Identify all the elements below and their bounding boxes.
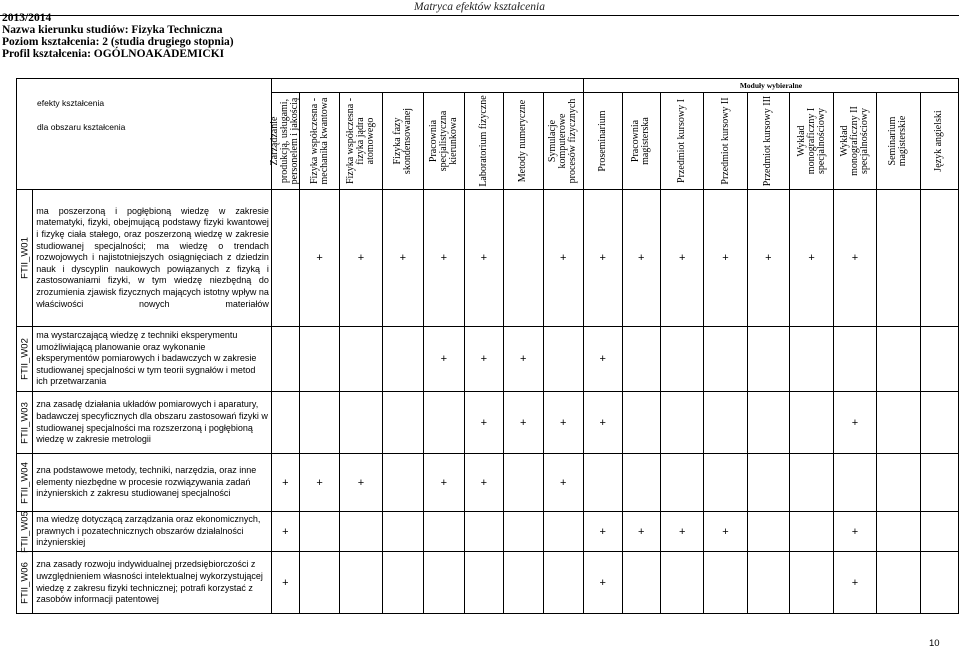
- matrix-cell: [920, 552, 958, 614]
- column-header-label: Wykład monograficzny I specjalnościowy: [795, 107, 827, 175]
- column-header: [543, 93, 583, 190]
- matrix-cell: +: [661, 512, 704, 552]
- matrix-cell: [790, 392, 834, 454]
- effect-description: zna podstawowe metody, techniki, narzędzia, oraz inne elementy niezbędne w procesie rozwiązywania zadań inżynierskich z zakresu studiowanej specjalności: [33, 454, 272, 512]
- corner-cell: [17, 79, 272, 190]
- matrix-cell: [622, 392, 661, 454]
- matrix-cell: [299, 512, 339, 552]
- column-header-label: Fizyka współczesna - fizyka jądra atomowego: [345, 97, 376, 185]
- column-header: [876, 93, 920, 190]
- column-header: [704, 93, 747, 190]
- column-header-label: Metody numeryczne: [517, 99, 529, 183]
- matrix-cell: +: [299, 454, 339, 512]
- matrix-cell: [747, 552, 789, 614]
- matrix-cell: [876, 392, 920, 454]
- effect-id: FTII_W06: [19, 561, 31, 604]
- matrix-cell: +: [271, 552, 299, 614]
- matrix-cell: +: [271, 454, 299, 512]
- table-row: [17, 327, 959, 392]
- matrix-cell: [876, 552, 920, 614]
- matrix-cell: +: [790, 190, 834, 327]
- column-header: [299, 93, 339, 190]
- matrix-cell: [504, 512, 543, 552]
- matrix-cell: [382, 454, 423, 512]
- matrix-cell: [920, 454, 958, 512]
- matrix-cell: [790, 552, 834, 614]
- matrix-cell: [382, 327, 423, 392]
- matrix-cell: +: [834, 392, 876, 454]
- modules-blank-cell: [271, 79, 583, 93]
- matrix-cell: +: [464, 392, 503, 454]
- effect-id-cell: [17, 327, 33, 392]
- matrix-cell: +: [340, 190, 382, 327]
- matrix-cell: [622, 552, 661, 614]
- matrix-cell: +: [583, 512, 622, 552]
- column-header-label: Przedmiot kursowy I: [676, 99, 688, 183]
- matrix-cell: [504, 552, 543, 614]
- matrix-cell: [834, 327, 876, 392]
- column-header-label: Przedmiot kursowy III: [762, 95, 774, 187]
- modules-header-row: [17, 79, 959, 93]
- effect-description: ma wystarczającą wiedzę z techniki eksperymentu umożliwiającą planowanie oraz wykonanie eksperymentów pomiarowych i badawczych w zakresie studiowanej specjalności w tym teorii sygnałów i metod ich przetwarzania: [33, 327, 272, 392]
- column-header: [790, 93, 834, 190]
- column-header: [382, 93, 423, 190]
- effect-id-cell: [17, 190, 33, 327]
- table-row: [17, 454, 959, 512]
- matrix-cell: [876, 327, 920, 392]
- table-row: [17, 552, 959, 614]
- matrix-cell: [382, 512, 423, 552]
- matrix-cell: +: [704, 190, 747, 327]
- matrix-cell: [747, 512, 789, 552]
- matrix-cell: +: [424, 327, 464, 392]
- column-header-label: Symulacje komputerowe procesów fizycznych: [547, 98, 579, 184]
- matrix-cell: +: [543, 454, 583, 512]
- area-label: dla obszaru kształcenia: [37, 122, 126, 132]
- matrix-cell: +: [504, 392, 543, 454]
- matrix-cell: +: [583, 327, 622, 392]
- matrix-cell: [920, 392, 958, 454]
- column-header: [583, 93, 622, 190]
- column-header-label: Pracownia magisterska: [630, 117, 652, 165]
- matrix-cell: +: [271, 512, 299, 552]
- matrix-cell: [790, 512, 834, 552]
- effect-id-cell: [17, 392, 33, 454]
- effect-id: FTII_W05: [19, 510, 31, 553]
- column-header-label: Fizyka fazy skondensowanej: [391, 107, 413, 175]
- column-header: [340, 93, 382, 190]
- matrix-cell: +: [424, 190, 464, 327]
- document-title: Matryca efektów kształcenia: [414, 1, 545, 13]
- effect-description: ma poszerzoną i pogłębioną wiedzę w zakresie matematyki, fizyki, obejmującą podstawy fizyki kwantowej i fizykę ciała stałego, oraz poszerzoną wiedzę w zakresie studiowanej specjalności; ma wiedzę o trendach rozwojowych i najistotniejszych osiągnięciach z dziedzin nauk i dyscyplin naukowych powiązanych z fizyką i zastosowaniami fizyki, w tym wiedzę niezbędną do zrozumienia zjawisk fizycznych mających istotny wpływ na właściwości nowych materiałów: [33, 190, 272, 327]
- matrix-cell: [271, 392, 299, 454]
- matrix-cell: [299, 327, 339, 392]
- matrix-cell: +: [583, 190, 622, 327]
- matrix-cell: [920, 190, 958, 327]
- effect-id-cell: [17, 552, 33, 614]
- matrix-cell: [834, 454, 876, 512]
- matrix-cell: +: [661, 190, 704, 327]
- matrix-cell: [790, 454, 834, 512]
- matrix-cell: [271, 327, 299, 392]
- matrix-cell: [424, 392, 464, 454]
- column-header-label: Proseminarium: [596, 110, 608, 172]
- column-header: [424, 93, 464, 190]
- matrix-cell: [340, 552, 382, 614]
- matrix-cell: [299, 392, 339, 454]
- column-header: [464, 93, 503, 190]
- matrix-cell: [583, 454, 622, 512]
- matrix-cell: [747, 454, 789, 512]
- effect-description: zna zasadę działania układów pomiarowych i aparatury, badawczej specyficznych dla obszaru zastosowań fizyki w studiowanej specjalności ma rozszerzoną i pogłębioną wiedzę w zakresie metrologii: [33, 392, 272, 454]
- effect-id: FTII_W03: [19, 401, 31, 444]
- matrix-cell: [661, 552, 704, 614]
- matrix-cell: +: [834, 190, 876, 327]
- matrix-cell: [424, 512, 464, 552]
- study-profile: Profil kształcenia: OGÓLNOAKADEMICKI: [2, 48, 225, 60]
- matrix-cell: [622, 454, 661, 512]
- matrix-cell: [876, 512, 920, 552]
- academic-year: 2013/2014: [2, 12, 52, 24]
- matrix-cell: [920, 327, 958, 392]
- column-header: [504, 93, 543, 190]
- matrix-cell: [704, 552, 747, 614]
- matrix-cell: [543, 552, 583, 614]
- column-header-label: Fizyka współczesna - mechanika kwantowa: [308, 97, 330, 185]
- matrix-cell: [661, 392, 704, 454]
- effect-id: FTII_W01: [19, 237, 31, 279]
- matrix-cell: +: [340, 454, 382, 512]
- effect-description: ma wiedzę dotyczącą zarządzania oraz ekonomicznych, prawnych i pozatechnicznych obszarów działalności inżynierskiej: [33, 512, 272, 552]
- matrix-cell: [340, 327, 382, 392]
- effect-id: FTII_W04: [19, 461, 31, 504]
- column-header: [271, 93, 299, 190]
- matrix-cell: [504, 190, 543, 327]
- matrix-cell: [747, 327, 789, 392]
- matrix-cell: [382, 392, 423, 454]
- matrix-cell: +: [382, 190, 423, 327]
- page-number: 10: [929, 638, 940, 649]
- matrix-cell: [382, 552, 423, 614]
- matrix-cell: [271, 190, 299, 327]
- matrix-cell: [876, 190, 920, 327]
- column-header: [747, 93, 789, 190]
- matrix-cell: [543, 512, 583, 552]
- column-header-label: Seminarium magisterskie: [887, 115, 909, 167]
- matrix-cell: [876, 454, 920, 512]
- column-header-label: Laboratorium fizyczne: [477, 95, 489, 187]
- matrix-cell: [543, 327, 583, 392]
- matrix-cell: [661, 327, 704, 392]
- effect-id: FTII_W02: [19, 338, 31, 380]
- matrix-cell: +: [299, 190, 339, 327]
- matrix-cell: [464, 512, 503, 552]
- matrix-cell: [790, 327, 834, 392]
- column-header-label: Wykład monograficzny II specjalnościowy: [838, 106, 870, 176]
- table-row: [17, 512, 959, 552]
- matrix-cell: +: [464, 454, 503, 512]
- column-header-label: Zarządzanie produkcją, usługami, personelem i jakością: [269, 97, 301, 185]
- matrix-cell: +: [622, 512, 661, 552]
- matrix-cell: +: [834, 512, 876, 552]
- matrix-cell: +: [543, 392, 583, 454]
- effect-description: zna zasady rozwoju indywidualnej przedsiębiorczości z uwzględnieniem własności intelektualnej wykorzystującej wiedzę z zakresu fizyki technicznej; potrafi korzystać z zasobów informacji patentowej: [33, 552, 272, 614]
- matrix-cell: +: [464, 327, 503, 392]
- matrix-cell: [464, 552, 503, 614]
- matrix-cell: [340, 512, 382, 552]
- matrix-cell: +: [464, 190, 503, 327]
- matrix-cell: +: [622, 190, 661, 327]
- column-header-label: Przedmiot kursowy II: [719, 97, 731, 185]
- matrix-cell: +: [504, 327, 543, 392]
- effect-id-cell: [17, 512, 33, 552]
- matrix-cell: +: [834, 552, 876, 614]
- effects-label: efekty kształcenia: [37, 98, 105, 108]
- matrix-cell: +: [543, 190, 583, 327]
- column-header: [834, 93, 876, 190]
- matrix-cell: [704, 392, 747, 454]
- table-row: [17, 392, 959, 454]
- column-header: [920, 93, 958, 190]
- field-of-study: Nazwa kierunku studiów: Fizyka Techniczna: [2, 24, 223, 36]
- effects-matrix-table: [16, 78, 959, 614]
- effect-id-cell: [17, 454, 33, 512]
- modules-header: Moduły wybieralne: [583, 79, 958, 93]
- matrix-cell: +: [424, 454, 464, 512]
- matrix-cell: [424, 552, 464, 614]
- study-level: Poziom kształcenia: 2 (studia drugiego stopnia): [2, 36, 234, 48]
- matrix-cell: [340, 392, 382, 454]
- matrix-cell: [299, 552, 339, 614]
- matrix-cell: [622, 327, 661, 392]
- matrix-cell: [661, 454, 704, 512]
- column-header: [622, 93, 661, 190]
- matrix-cell: +: [583, 552, 622, 614]
- matrix-cell: [704, 327, 747, 392]
- column-header: [661, 93, 704, 190]
- matrix-cell: [704, 454, 747, 512]
- matrix-cell: +: [747, 190, 789, 327]
- matrix-cell: +: [704, 512, 747, 552]
- matrix-cell: [920, 512, 958, 552]
- column-header-label: Pracownia specjalistyczna kierunkowa: [427, 110, 459, 172]
- matrix-cell: [747, 392, 789, 454]
- table-row: [17, 190, 959, 327]
- matrix-cell: [504, 454, 543, 512]
- document-header: [2, 12, 234, 60]
- matrix-cell: +: [583, 392, 622, 454]
- column-header-label: Język angielski: [933, 110, 945, 172]
